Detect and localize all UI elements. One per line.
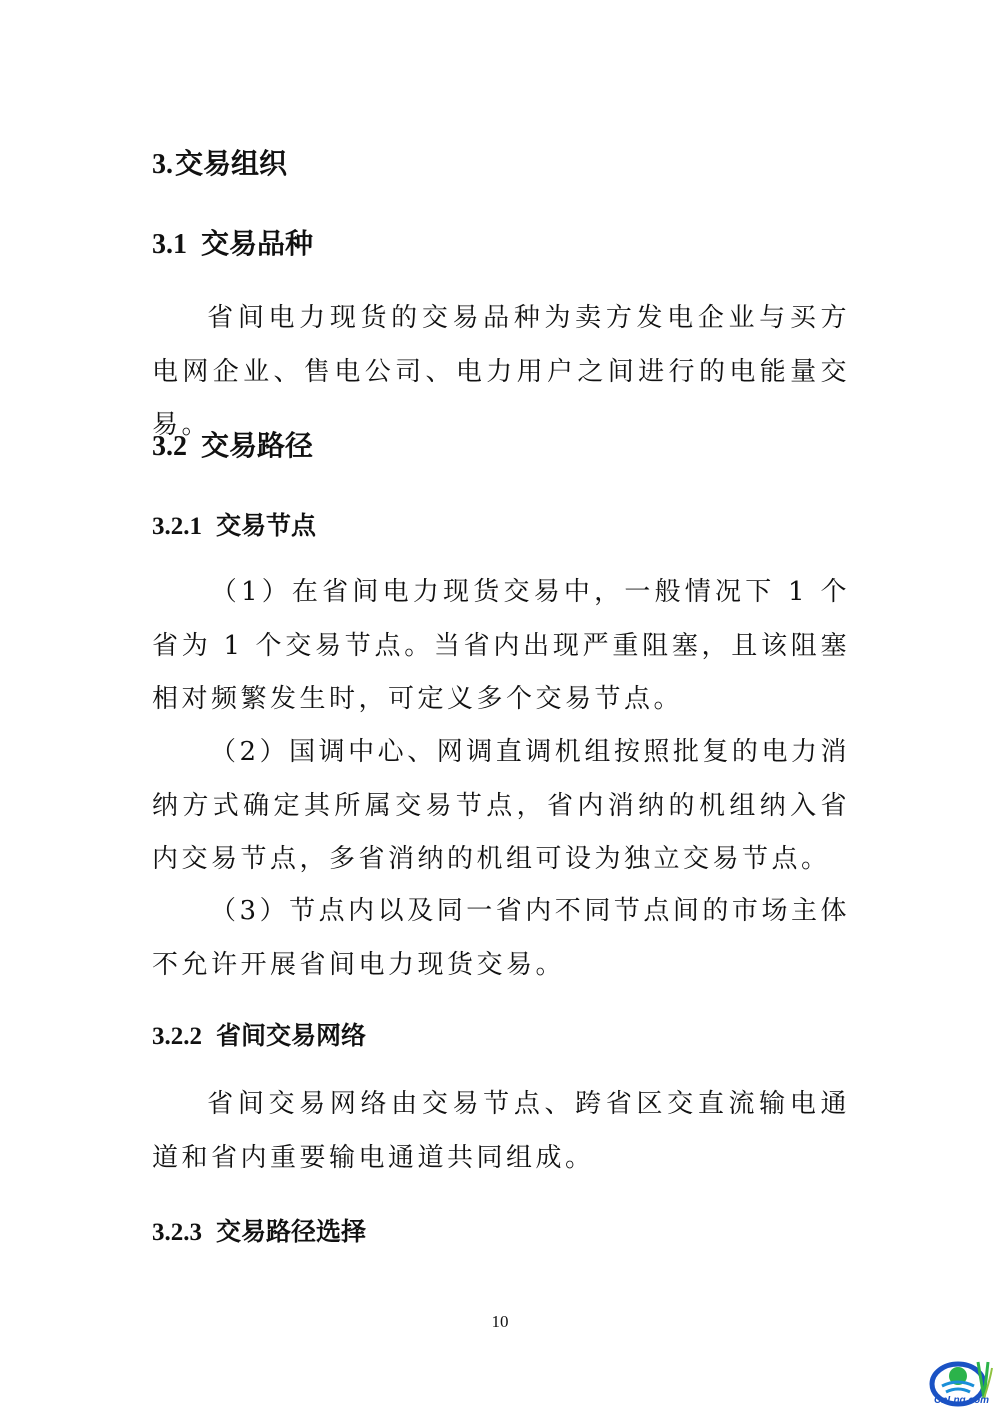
paragraph-3-2-1-item-2 — [152, 726, 850, 887]
section-title: 交易节点 — [216, 511, 317, 540]
section-heading-3-2 — [152, 424, 313, 464]
section-number: 3. — [152, 149, 173, 180]
paragraph-3-2-2 — [152, 1078, 850, 1185]
section-heading-3-1 — [152, 222, 313, 262]
section-number: 3.2 — [152, 431, 187, 462]
paragraph-text: 省间电力现货的交易品种为卖方发电企业与买方电网企业、售电公司、电力用户之间进行的电能量交易。 — [152, 303, 850, 440]
section-title: 交易品种 — [201, 227, 314, 260]
section-number: 3.2.2 — [152, 1023, 202, 1050]
section-title: 交易组织 — [175, 147, 288, 180]
paragraph-text: 省间交易网络由交易节点、跨省区交直流输电通道和省内重要输电通道共同组成。 — [152, 1089, 850, 1173]
section-heading-3 — [152, 142, 287, 182]
paragraph-text: （3）节点内以及同一省内不同节点间的市场主体不允许开展省间电力现货交易。 — [152, 896, 850, 980]
section-heading-3-2-2 — [152, 1016, 366, 1052]
section-title: 交易路径选择 — [216, 1217, 367, 1246]
paragraph-3-2-1-item-3 — [152, 885, 850, 992]
paragraph-text: （1）在省间电力现货交易中，一般情况下 1 个省为 1 个交易节点。当省内出现严重阻塞，且该阻塞相对频繁发生时，可定义多个交易节点。 — [152, 577, 850, 714]
paragraph-3-2-1-item-1 — [152, 566, 850, 727]
section-heading-3-2-3 — [152, 1212, 366, 1248]
section-number: 3.2.1 — [152, 513, 202, 540]
watermark-text: CnLng.com — [934, 1395, 989, 1406]
page-number: 10 — [491, 1312, 509, 1331]
section-title: 交易路径 — [201, 429, 314, 462]
paragraph-text: （2）国调中心、网调直调机组按照批复的电力消纳方式确定其所属交易节点，省内消纳的机组纳入省内交易节点，多省消纳的机组可设为独立交易节点。 — [152, 737, 850, 874]
section-number: 3.2.3 — [152, 1219, 202, 1246]
section-heading-3-2-1 — [152, 506, 316, 542]
section-title: 省间交易网络 — [216, 1021, 367, 1050]
section-number: 3.1 — [152, 229, 187, 260]
